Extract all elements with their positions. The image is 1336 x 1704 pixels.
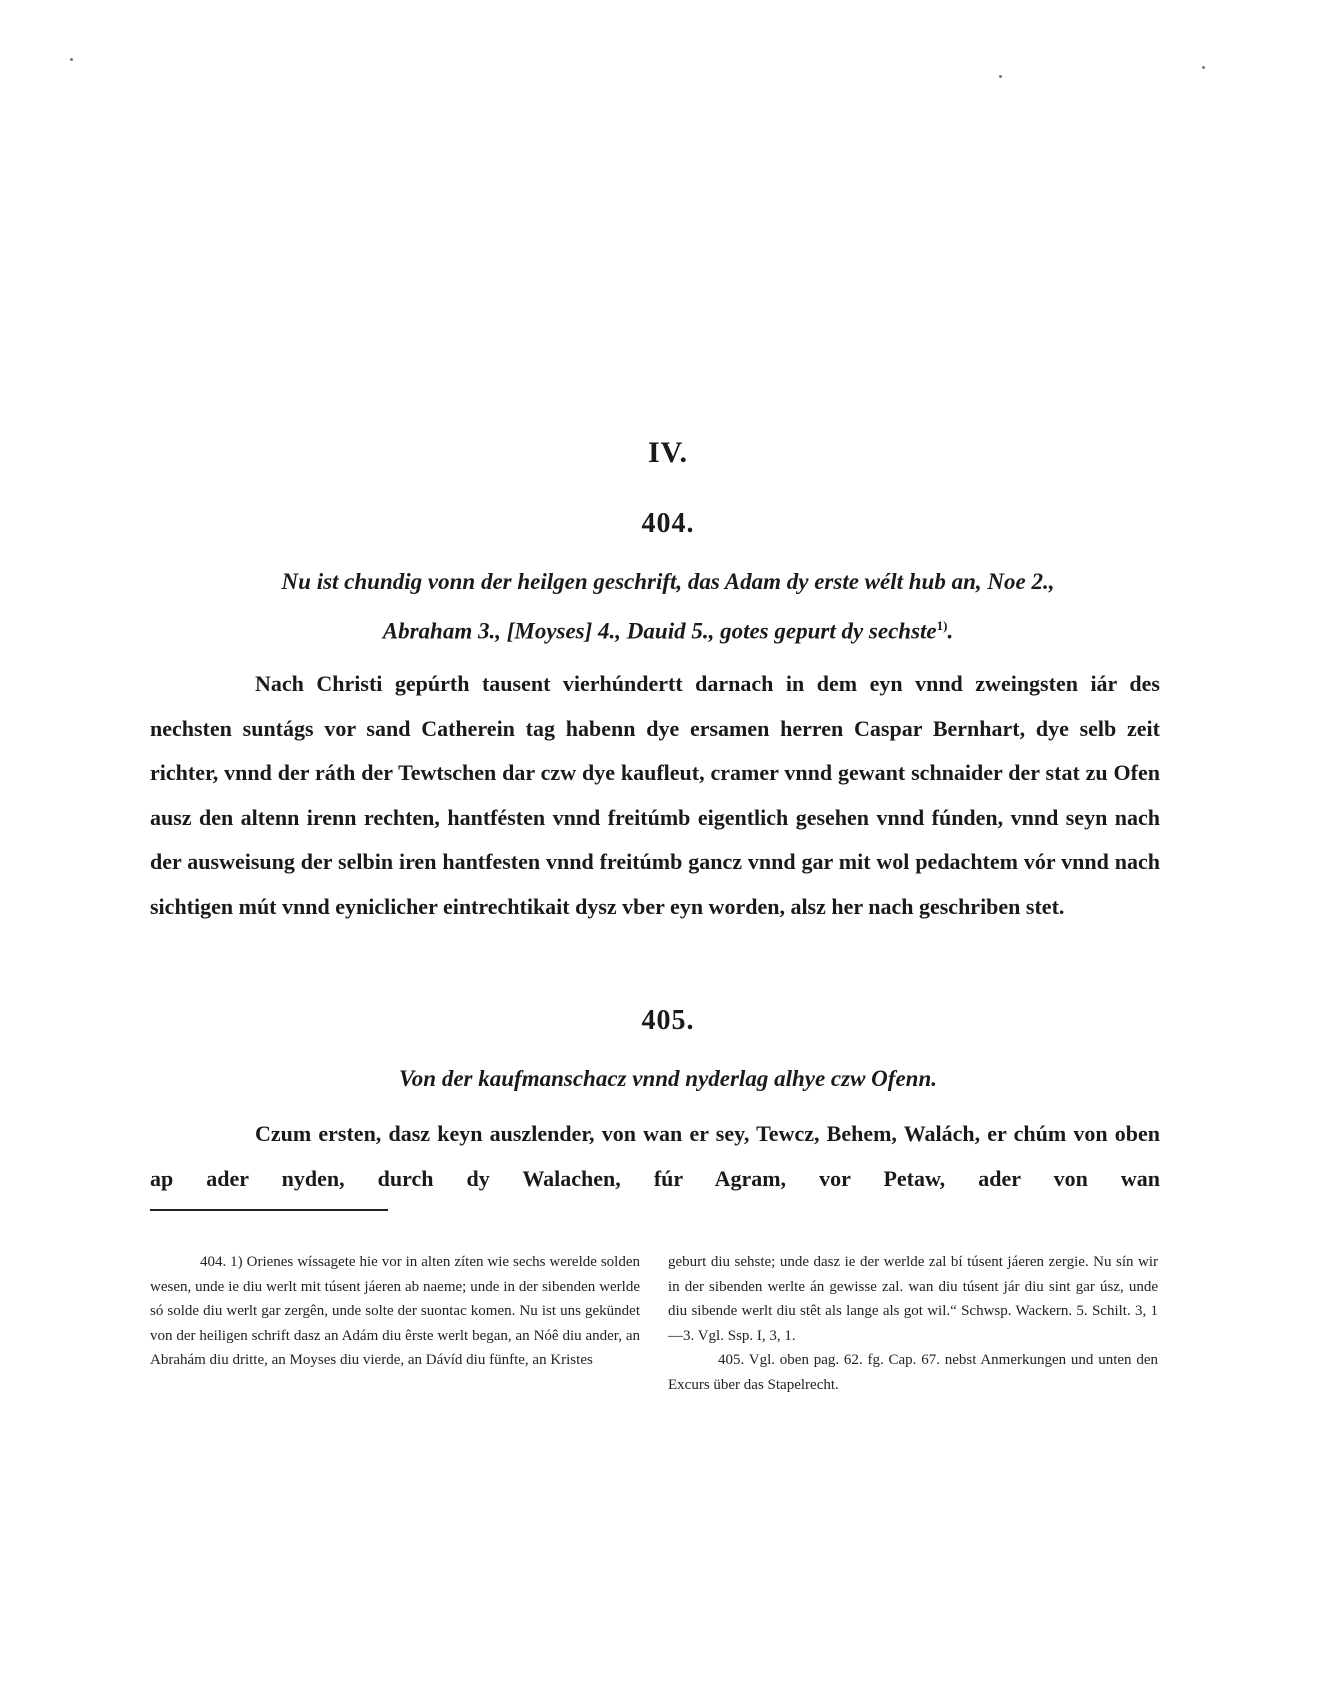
- paper-speck: [999, 75, 1002, 78]
- footnote-ref[interactable]: 1): [936, 618, 948, 633]
- footnote-405: [668, 1348, 1158, 1397]
- footnotes-right-column: [668, 1250, 1158, 1397]
- footnote-404-continued: geburt diu sehste; unde dasz ie der werlde zal bí túsent jáeren zergie. Nu sín wir in der sibenden werlte án gewisse zal. wan diu túsent jár diu sint gar úsz, unde diu sibende werlt diu stêt als lange als got wil.“ Schwsp. Wackern. 5. Schilt. 3, 1—3. Vgl. Ssp. I, 3, 1.: [668, 1254, 1158, 1344]
- footnote-404-text: 404. 1) Orienes wíssagete hie vor in alten zíten wie sechs werelde solden wesen, unde ie diu werlt mit túsent jáeren ab naeme; unde in der sibenden werlde só solde diu werlt gar zergên, unde solte der suontac komen. Nu ist uns gekündet von der heiligen schrift dasz an Adám diu êrste werlt began, an Nóê diu ander, an Abrahám diu dritte, an Moyses diu vierde, an Dávíd diu fünfte, an Kristes: [150, 1254, 640, 1368]
- heading-line-2: [150, 604, 1186, 654]
- section-heading-404: [150, 560, 1186, 654]
- footnote-405-text: 405. Vgl. oben pag. 62. fg. Cap. 67. nebst Anmerkungen und unten den Excurs über das Stapelrecht.: [668, 1352, 1158, 1393]
- section-number-405: 405.: [641, 1005, 695, 1036]
- footnotes-left-column: [150, 1250, 640, 1373]
- heading-end: .: [947, 618, 954, 644]
- heading-line-1: Von der kaufmanschacz vnnd nyderlag alhye czw Ofenn.: [399, 1066, 937, 1091]
- section-body-405: [150, 1112, 1160, 1201]
- body-text-405: Czum ersten, dasz keyn auszlender, von wan er sey, Tewcz, Behem, Walách, er chúm von oben ap ader nyden, durch dy Walachen, fúr Agram, vor Petaw, ader von wan: [150, 1121, 1160, 1191]
- section-heading-405: [150, 1057, 1186, 1101]
- section-number-404: 404.: [641, 508, 695, 539]
- section-body-404: [150, 662, 1160, 929]
- body-text-404: Nach Christi gepúrth tausent vierhúndertt darnach in dem eyn vnnd zweingsten iár des nechsten suntágs vor sand Catherein tag habenn dye ersamen herren Caspar Bernhart, dye selb zeit richter, vnnd der ráth der Tewtschen dar czw dye kaufleut, cramer vnnd gewant schnaider der stat zu Ofen ausz den altenn irenn rechten, hantfésten vnnd freitúmb eigentlich gesehen vnnd fúnden, vnnd seyn nach der ausweisung der selbin iren hantfesten vnnd freitúmb gancz vnnd gar mit wol pedachtem vór vnnd nach sichtigen mút vnnd eyniclicher eintrechtikait dysz vber eyn worden, alsz her nach geschriben stet.: [150, 671, 1160, 919]
- footnote-rule: [150, 1209, 388, 1211]
- paper-speck: [70, 58, 73, 61]
- paper-speck: [1202, 66, 1205, 69]
- heading-line-2-text: Abraham 3., [Moyses] 4., Dauid 5., gotes gepurt dy sechste: [382, 618, 937, 644]
- chapter-number: IV.: [648, 436, 688, 469]
- footnote-404: [150, 1250, 640, 1373]
- heading-line-1: Nu ist chundig vonn der heilgen geschrift, das Adam dy erste wélt hub an, Noe 2.,: [281, 569, 1055, 594]
